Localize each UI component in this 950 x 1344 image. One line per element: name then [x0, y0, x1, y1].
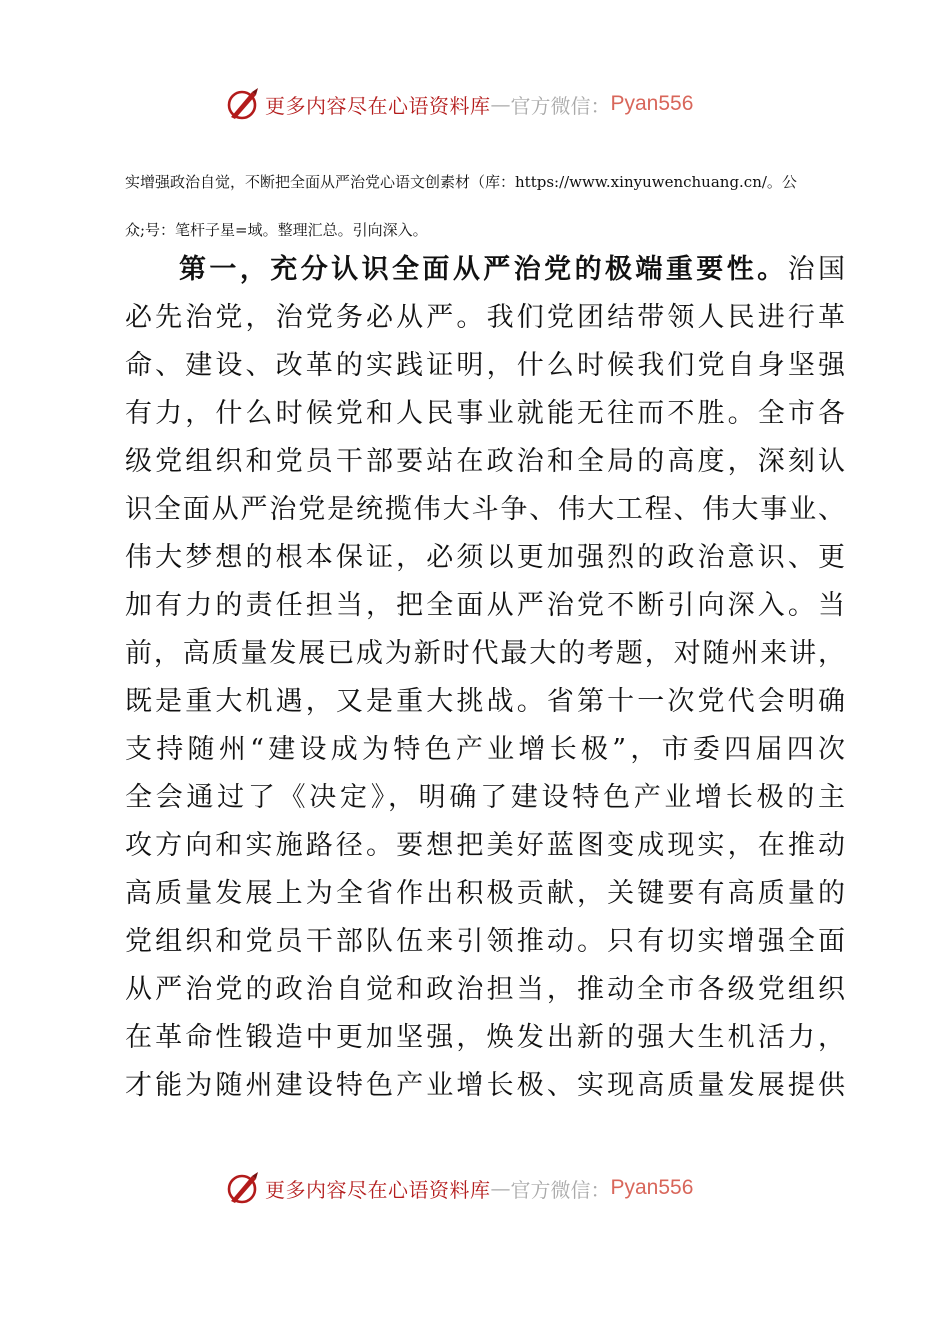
intro-note-line: 实增强政治自觉，不断把全面从严治党心语文创素材（库：https://www.xinyuwenchuang.cn/。公	[125, 173, 797, 191]
banner-wechat-label: 官方微信：	[510, 1177, 611, 1202]
paragraph-line: 前，高质量发展已成为新时代最大的考题，对随州来讲，	[125, 638, 845, 669]
paragraph-line: 必先治党，治党务必从严。我们党团结带领人民进行革	[125, 302, 845, 333]
paragraph-line: 第一，充分认识全面从严治党的极端重要性。治国	[179, 254, 846, 285]
header-banner	[225, 84, 693, 124]
paragraph-line: 高质量发展上为全省作出积极贡献，关键要有高质量的	[125, 878, 845, 909]
intro-note	[125, 158, 845, 254]
banner-brand-text: 更多内容尽在心语资料库	[265, 93, 491, 118]
paragraph-line: 识全面从严治党是统揽伟大斗争、伟大工程、伟大事业、	[125, 494, 845, 525]
paragraph-line: 伟大梦想的根本保证，必须以更加强烈的政治意识、更	[125, 542, 845, 573]
paragraph-line: 级党组织和党员干部要站在政治和全局的高度，深刻认	[125, 446, 845, 477]
paragraph-line: 加有力的责任担当，把全面从严治党不断引向深入。当	[125, 590, 845, 621]
banner-separator: —	[490, 1176, 511, 1200]
paragraph-line: 在革命性锻造中更加坚强，焕发出新的强大生机活力，	[125, 1022, 845, 1053]
banner-brand-text: 更多内容尽在心语资料库	[265, 1177, 491, 1202]
quill-logo-icon	[225, 86, 261, 122]
paragraph-line: 既是重大机遇，又是重大挑战。省第十一次党代会明确	[125, 686, 845, 717]
banner-wechat-id: Pyan556	[610, 92, 694, 115]
banner-wechat-label: 官方微信：	[510, 93, 611, 118]
paragraph-line: 从严治党的政治自觉和政治担当，推动全市各级党组织	[125, 974, 845, 1005]
paragraph-line: 党组织和党员干部队伍来引领推动。只有切实增强全面	[125, 926, 845, 957]
paragraph-line: 支持随州“建设成为特色产业增长极”，市委四届四次	[125, 734, 845, 765]
paragraph-line: 命、建设、改革的实践证明，什么时候我们党自身坚强	[125, 350, 845, 381]
banner-separator: —	[490, 92, 511, 116]
paragraph-line: 全会通过了《决定》，明确了建设特色产业增长极的主	[125, 782, 845, 813]
paragraph-heading: 第一，充分认识全面从严治党的极端重要性。	[179, 254, 788, 285]
quill-logo-icon	[225, 1170, 261, 1206]
banner-wechat-id: Pyan556	[610, 1176, 694, 1199]
footer-banner	[225, 1168, 693, 1208]
paragraph-line: 有力，什么时候党和人民事业就能无往而不胜。全市各	[125, 398, 845, 429]
intro-note-line: 众;号：笔杆子星=域。整理汇总。引向深入。	[125, 221, 428, 239]
paragraph-line: 攻方向和实施路径。要想把美好蓝图变成现实，在推动	[125, 830, 845, 861]
body-paragraph	[125, 246, 845, 1110]
paragraph-line: 才能为随州建设特色产业增长极、实现高质量发展提供	[125, 1070, 845, 1101]
